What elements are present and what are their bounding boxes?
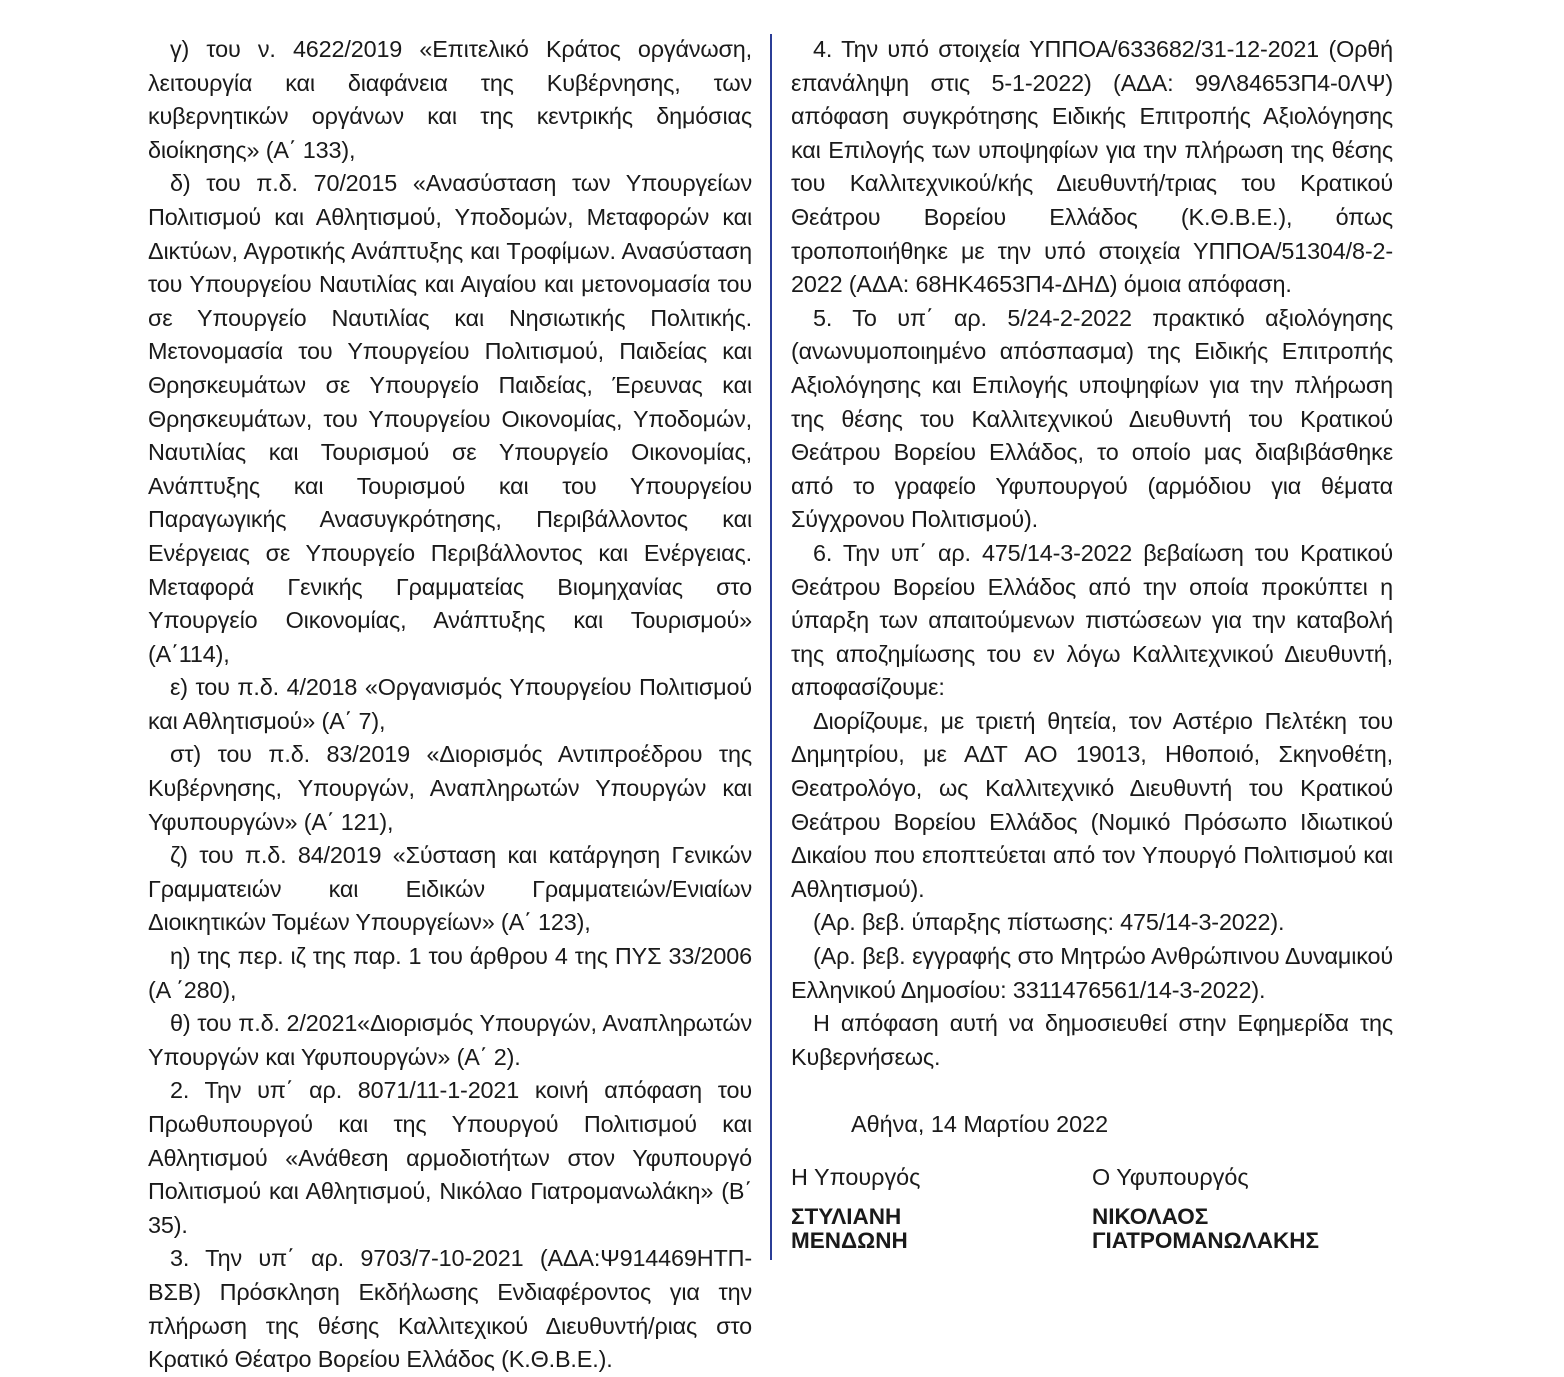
paragraph-item-2: 2. Την υπ΄ αρ. 8071/11-1-2021 κοινή απόφαση του Πρωθυπουργού και της Υπουργού Πολιτισμού και Αθλητισμού «Ανάθεση αρμοδιοτήτων στον Υφυπουργό Πολιτισμού και Αθλητισμού, Νικόλαο Γιατρομανωλάκη» (Β΄ 35). <box>148 1077 752 1238</box>
paragraph-zeta: ζ) του π.δ. 84/2019 «Σύσταση και κατάργηση Γενικών Γραμματειών και Ειδικών Γραμματειών/Ενιαίων Διοικητικών Τομέων Υπουργείων» (Α΄ 123), <box>148 842 752 936</box>
paragraph-item-4: 4. Την υπό στοιχεία ΥΠΠΟΑ/633682/31-12-2021 (Ορθή επανάληψη στις 5-1-2022) (ΑΔΑ: 99Λ84653Π4-0ΛΨ) απόφαση συγκρότησης Ειδικής Επιτροπής Αξιολόγησης και Επιλογής των υποψηφίων για την πλήρωση της θέσης του Καλλιτεχνικού/κής Διευθυντή/τριας του Κρατικού Θεάτρου Βορείου Ελλάδος (Κ.Θ.Β.Ε.), όπως τροποποιήθηκε με την υπό στοιχεία ΥΠΠΟΑ/51304/8-2-2022 (ΑΔΑ: 68ΗΚ4653Π4-ΔΗΔ) όμοια απόφαση. <box>791 36 1393 298</box>
deputy-minister-name <box>1092 1205 1319 1253</box>
deputy-minister-first-name: ΝΙΚΟΛΑΟΣ <box>1092 1204 1209 1229</box>
signature-deputy-minister <box>1092 1161 1319 1253</box>
paragraph-item-3: 3. Την υπ΄ αρ. 9703/7-10-2021 (ΑΔΑ:Ψ914469ΗΤΠ-ΒΣΒ) Πρόσκληση Εκδήλωσης Ενδιαφέροντος για την πλήρωση της θέσης Καλλιτεχικού Διευθυντή/ριας στο Κρατικό Θέατρο Βορείου Ελλάδος (Κ.Θ.Β.Ε.). <box>148 1245 752 1373</box>
paragraph-st: στ) του π.δ. 83/2019 «Διορισμός Αντιπροέδρου της Κυβέρνησης, Υπουργών, Αναπληρωτών Υπουργών και Υφυπουργών» (Α΄ 121), <box>148 741 752 835</box>
paragraph-appointment: Διορίζουμε, με τριετή θητεία, τον Αστέριο Πελτέκη του Δημητρίου, με ΑΔΤ ΑΟ 19013, Ηθοποιό, Σκηνοθέτη, Θεατρολόγο, ως Καλλιτεχνικό Διευθυντή του Κρατικού Θεάτρου Βορείου Ελλάδος (Νομικό Πρόσωπο Ιδιωτικού Δικαίου που εποπτεύεται από τον Υπουργό Πολιτισμού και Αθλητισμού). <box>791 707 1393 902</box>
paragraph-eta: η) της περ. ιζ της παρ. 1 του άρθρου 4 της ΠΥΣ 33/2006 (Α ΄280), <box>148 943 752 1003</box>
deputy-minister-last-name: ΓΙΑΤΡΟΜΑΝΩΛΑΚΗΣ <box>1092 1228 1319 1253</box>
signature-minister <box>791 1161 920 1253</box>
paragraph-credit-certificate: (Αρ. βεβ. ύπαρξης πίστωσης: 475/14-3-2022). <box>813 909 1285 936</box>
paragraph-registry-certificate: (Αρ. βεβ. εγγραφής στο Μητρώο Ανθρώπινου Δυναμικού Ελληνικού Δημοσίου: 3311476561/14-3-2022). <box>791 943 1393 1003</box>
right-column <box>791 33 1393 1074</box>
column-divider <box>770 34 772 1260</box>
minister-last-name: ΜΕΝΔΩΝΗ <box>791 1228 908 1253</box>
left-column <box>148 33 752 1377</box>
paragraph-item-6: 6. Την υπ΄ αρ. 475/14-3-2022 βεβαίωση του Κρατικού Θεάτρου Βορείου Ελλάδος από την οποία προκύπτει η ύπαρξη των απαιτούμενων πιστώσεων για την καταβολή της αποζημίωσης του εν λόγω Καλλιτεχνικού Διευθυντή, αποφασίζουμε: <box>791 539 1393 701</box>
signature-date: Αθήνα, 14 Μαρτίου 2022 <box>851 1111 1109 1137</box>
paragraph-epsilon: ε) του π.δ. 4/2018 «Οργανισμός Υπουργείου Πολιτισμού και Αθλητισμού» (Α΄ 7), <box>148 674 752 734</box>
paragraph-theta: θ) του π.δ. 2/2021«Διορισμός Υπουργών, Αναπληρωτών Υπουργών και Υφυπουργών» (Α΄ 2). <box>148 1010 752 1070</box>
paragraph-item-5: 5. Το υπ΄ αρ. 5/24-2-2022 πρακτικό αξιολόγησης (ανωνυμοποιημένο απόσπασμα) της Ειδικής Επιτροπής Αξιολόγησης και Επιλογής υποψηφίων για την πλήρωση της θέσης του Καλλιτεχνικού Διευθυντή του Κρατικού Θεάτρου Βορείου Ελλάδος, το οποίο μας διαβιβάσθηκε από το γραφείο Υφυπουργού (αρμόδιου για θέματα Σύγχρονου Πολιτισμού). <box>791 304 1393 533</box>
minister-title: Η Υπουργός <box>791 1164 921 1190</box>
minister-name <box>791 1205 920 1253</box>
paragraph-publication: Η απόφαση αυτή να δημοσιευθεί στην Εφημερίδα της Κυβερνήσεως. <box>791 1010 1393 1070</box>
minister-first-name: ΣΤΥΛΙΑΝΗ <box>791 1204 902 1229</box>
paragraph-delta: δ) του π.δ. 70/2015 «Ανασύσταση των Υπουργείων Πολιτισμού και Αθλητισμού, Υποδομών, Μεταφορών και Δικτύων, Αγροτικής Ανάπτυξης και Τροφίμων. Ανασύσταση του Υπουργείου Ναυτιλίας και Αιγαίου και μετονομασία του σε Υπουργείο Ναυτιλίας και Νησιωτικής Πολιτικής. Μετονομασία του Υπουργείου Πολιτισμού, Παιδείας και Θρησκευμάτων σε Υπουργείο Παιδείας, Έρευνας και Θρησκευμάτων, του Υπουργείου Οικονομίας, Υποδομών, Ναυτιλίας και Τουρισμού σε Υπουργείο Οικονομίας, Ανάπτυξης και Τουρισμού και του Υπουργείου Παραγωγικής Ανασυγκρότησης, Περιβάλλοντος και Ενέργειας σε Υπουργείο Περιβάλλοντος και Ενέργειας. Μεταφορά Γενικής Γραμματείας Βιομηχανίας στο Υπουργείο Οικονομίας, Ανάπτυξης και Τουρισμού» (Α΄114), <box>148 170 752 667</box>
paragraph-gamma: γ) του ν. 4622/2019 «Επιτελικό Κράτος οργάνωση, λειτουργία και διαφάνεια της Κυβέρνησης, των κυβερνητικών οργάνων και της κεντρικής δημόσιας διοίκησης» (Α΄ 133), <box>148 36 752 163</box>
deputy-minister-title: Ο Υφυπουργός <box>1092 1164 1249 1190</box>
